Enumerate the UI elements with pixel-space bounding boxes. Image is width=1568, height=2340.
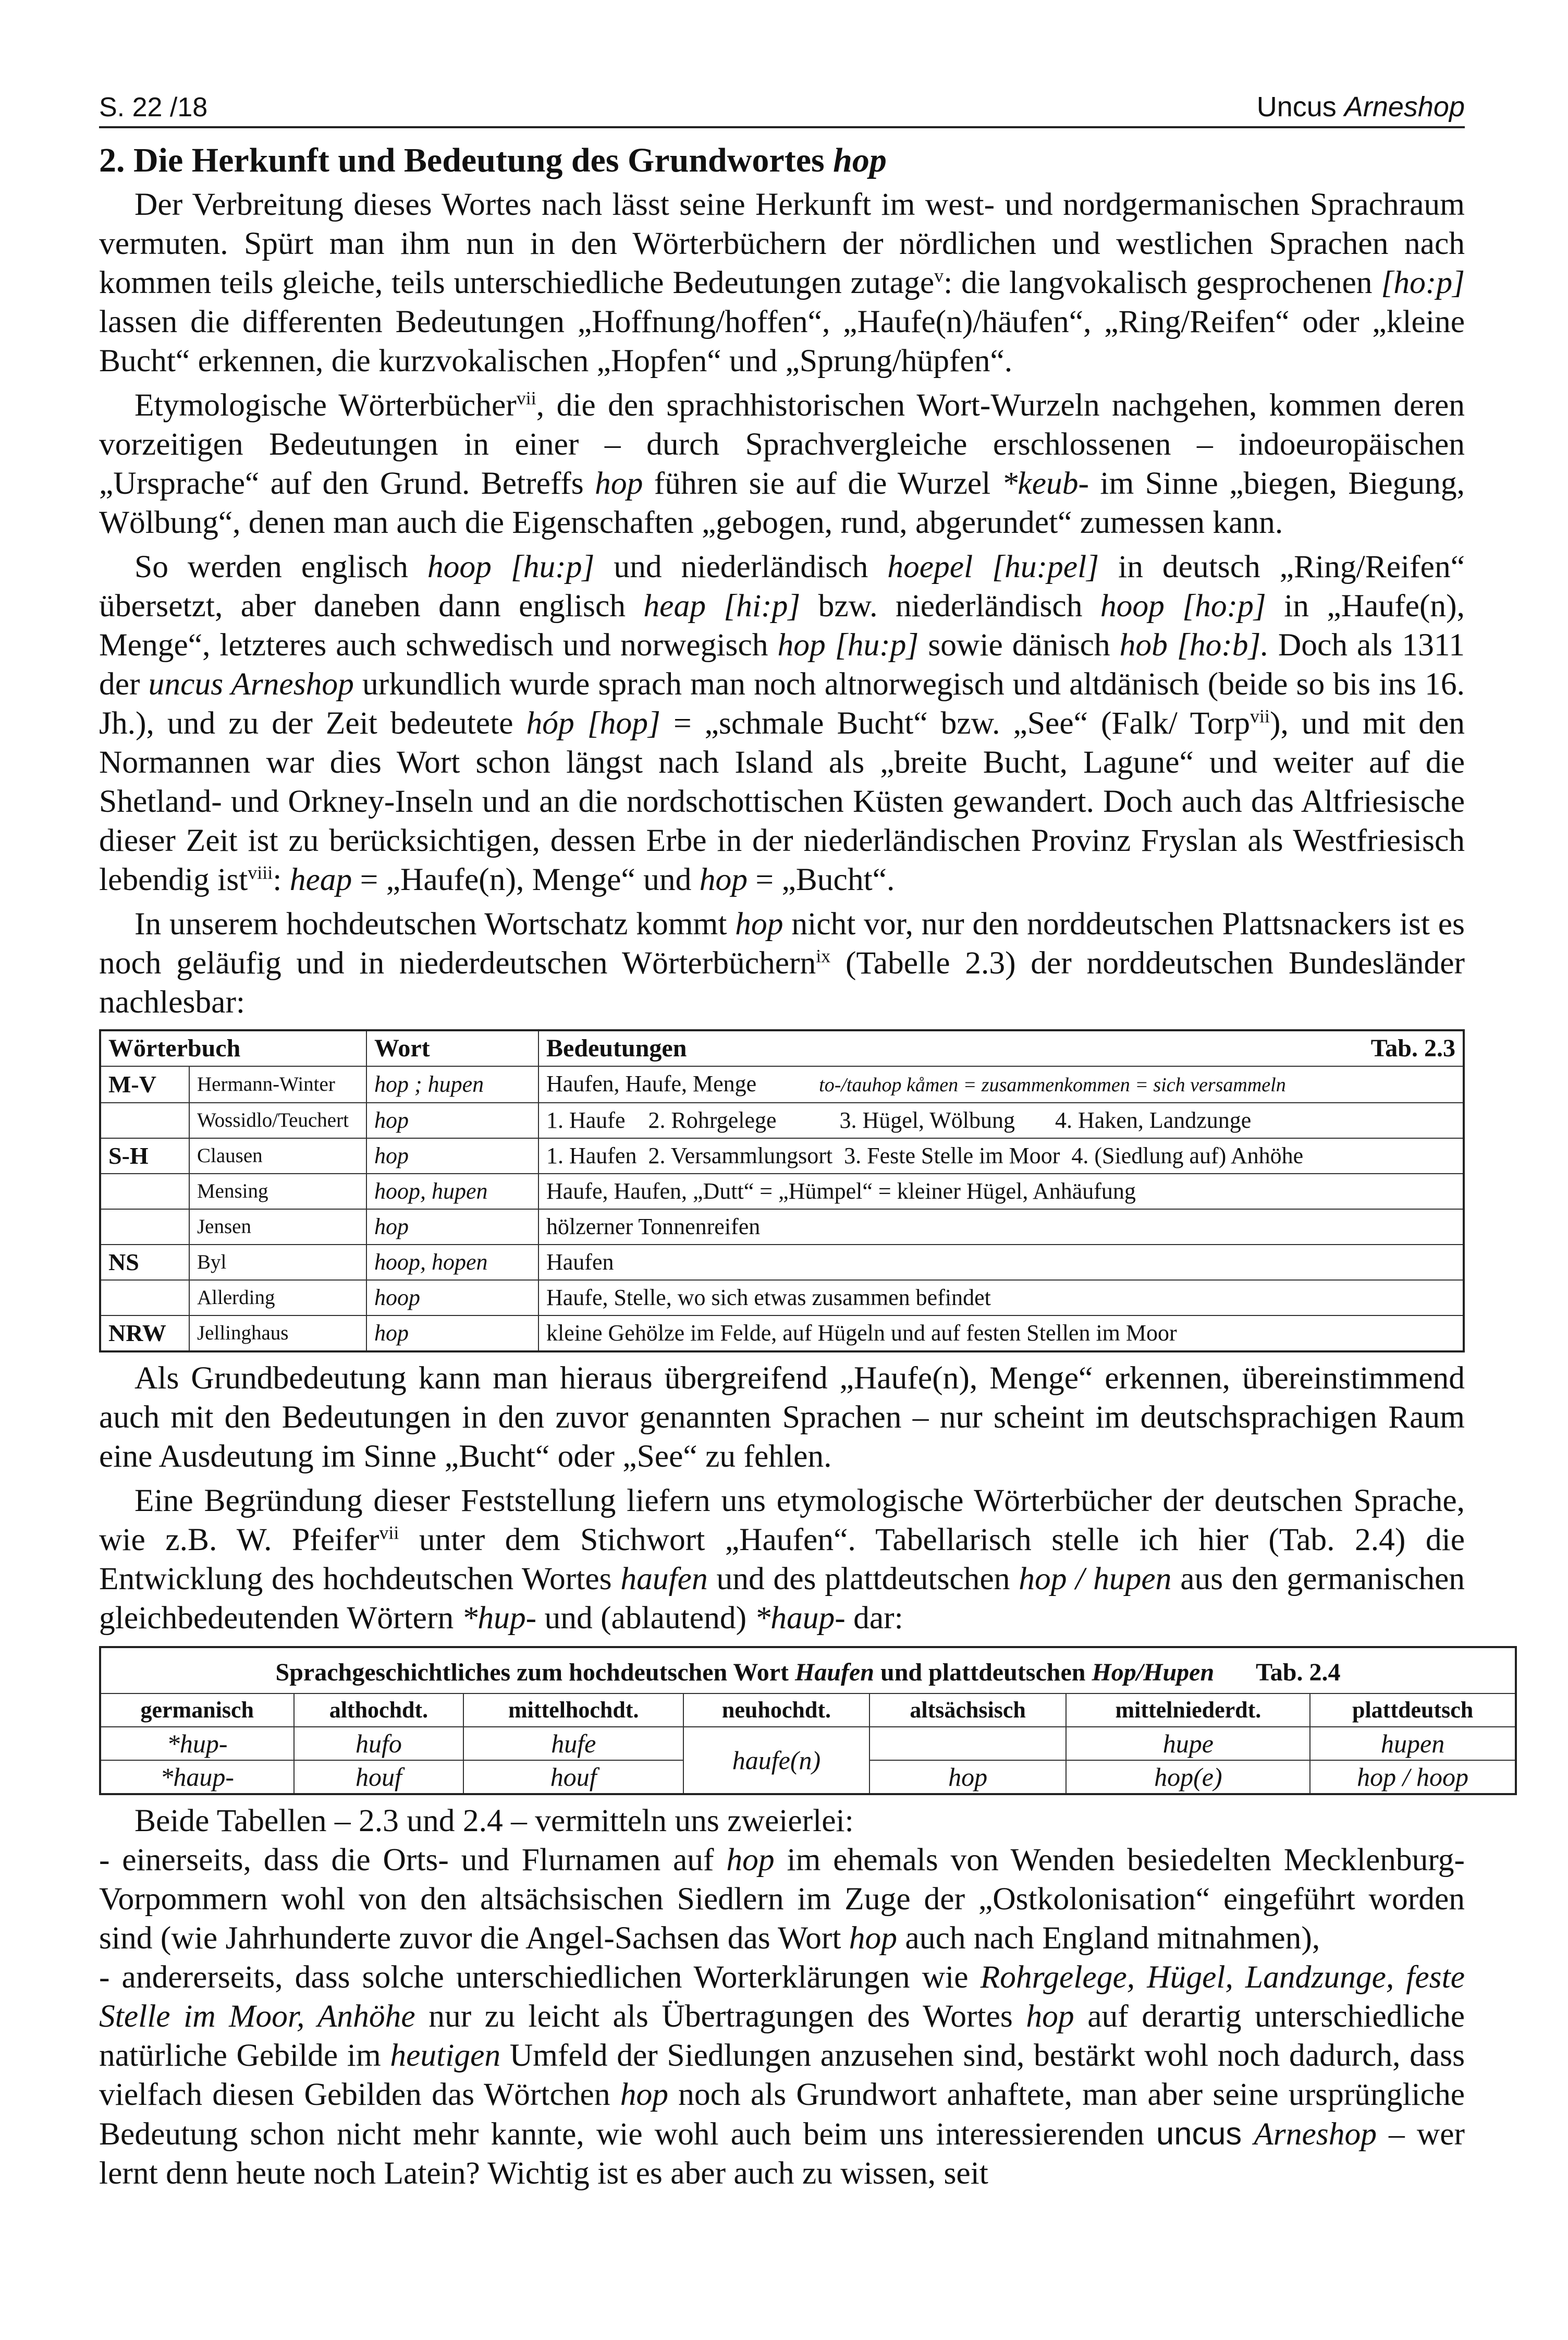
word-cell: hop bbox=[366, 1103, 538, 1138]
p6-text-f: aus den germanischen gleichbedeutenden Wörtern bbox=[99, 1561, 1465, 1636]
meaning-note: to-/tauhop kåmen = zusammenkommen = sich versammeln bbox=[819, 1074, 1286, 1096]
p7-c6: heutigen bbox=[390, 2037, 501, 2073]
footnote-ref: vii bbox=[1250, 705, 1270, 727]
table-header-row bbox=[100, 1030, 1464, 1066]
p6-text-d: und des plattdeutschen bbox=[716, 1561, 1010, 1596]
table-row bbox=[100, 1066, 1464, 1103]
author-cell: Wossidlo/Teuchert bbox=[189, 1103, 366, 1138]
col-header: altsächsisch bbox=[869, 1693, 1067, 1727]
word-cell: hop ; hupen bbox=[366, 1066, 538, 1103]
p7-c5: auf derartig unterschiedliche natürliche Gebilde im bbox=[99, 1998, 1465, 2073]
col-header: germanisch bbox=[100, 1693, 294, 1727]
page-number: S. 22 /18 bbox=[99, 92, 208, 123]
table-cell: *haup- bbox=[100, 1760, 294, 1794]
meaning-text: Haufen, Haufe, Menge bbox=[546, 1070, 757, 1096]
region-cell bbox=[100, 1174, 189, 1209]
paragraph-5: Als Grundbedeutung kann man hieraus übergreifend „Haufe(n), Menge“ erkennen, übereinstimmend auch mit den Bedeutungen in den zuvor genannten Sprachen – nur scheint im deutschsprachigen Raum eine Ausdeutung im Sinne „Bucht“ oder „See“ zu fehlen. bbox=[99, 1360, 1465, 1474]
author-cell: Mensing bbox=[189, 1174, 366, 1209]
p6-word-haufen: haufen bbox=[620, 1561, 708, 1596]
table-cell: hufe bbox=[463, 1727, 683, 1760]
meaning-cell: hölzerner Tonnenreifen bbox=[538, 1209, 1464, 1245]
table-cell: haufe(n) bbox=[683, 1727, 869, 1794]
col-header: neuhochdt. bbox=[683, 1693, 869, 1727]
table-caption bbox=[100, 1647, 1516, 1693]
p3-s20: heap bbox=[289, 861, 352, 897]
p3-s9: in „Haufe(n), Menge“, letzteres auch schwedisch und norwegisch bbox=[99, 588, 1465, 663]
meaning-cell: 1. Haufen 2. Versammlungsort 3. Feste Stelle im Moor 4. (Siedlung auf) Anhöhe bbox=[538, 1138, 1464, 1174]
p3-s13: Doch als 1311 der bbox=[99, 627, 1465, 702]
p3-s7: bzw. niederländisch bbox=[818, 588, 1083, 624]
meaning-cell: Haufe, Stelle, wo sich etwas zusammen befindet bbox=[538, 1280, 1464, 1315]
word-cell: hoop bbox=[366, 1280, 538, 1315]
col-header: althochdt. bbox=[294, 1693, 464, 1727]
table-2-3 bbox=[99, 1029, 1465, 1352]
p3-s15: urkundlich wurde sprach man noch altnorwegisch und altdänisch (beide so bis ins 16. Jh.), und zu der Zeit bedeutete bbox=[99, 666, 1465, 741]
p4-text-a: In unserem hochdeutschen Wortschatz kommt bbox=[134, 906, 727, 942]
meaning-cell: Haufe, Haufen, „Dutt“ = „Hümpel“ = kleiner Hügel, Anhäufung bbox=[538, 1174, 1464, 1209]
author-cell: Jellinghaus bbox=[189, 1315, 366, 1351]
col-header: mittelniederdt. bbox=[1066, 1693, 1310, 1727]
p7-c1: - andererseits, dass solche unterschiedlichen Worterklärungen wie bbox=[99, 1959, 969, 1995]
heading-text: 2. Die Herkunft und Bedeutung des Grundwortes bbox=[99, 141, 825, 179]
region-cell: S-H bbox=[100, 1138, 189, 1174]
table-cell: *hup- bbox=[100, 1727, 294, 1760]
author-cell: Clausen bbox=[189, 1138, 366, 1174]
table-row bbox=[100, 1209, 1464, 1245]
region-cell bbox=[100, 1103, 189, 1138]
meaning-cell: 1. Haufe 2. Rohrgelege 3. Hügel, Wölbung 4. Haken, Landzunge bbox=[538, 1103, 1464, 1138]
table-row bbox=[100, 1315, 1464, 1351]
footnote-ref: vii bbox=[516, 387, 536, 409]
region-cell bbox=[100, 1280, 189, 1315]
p3-s12: hob [ho:b]. bbox=[1119, 627, 1269, 663]
table-cell: hop / hoop bbox=[1310, 1760, 1516, 1794]
paragraph-2 bbox=[99, 386, 1465, 542]
p1-phonetic: [ho:p] bbox=[1381, 264, 1465, 300]
p6-word-hup: *hup- bbox=[461, 1600, 537, 1636]
footnote-ref: v bbox=[934, 265, 944, 286]
p7-b1: - einerseits, dass die Orts- und Flurnamen auf bbox=[99, 1842, 714, 1878]
p1-text-a: Der Verbreitung dieses Wortes nach lässt seine Herkunft im west- und nordgermanischen Sprachraum vermuten. Spürt man ihm nun in den Wörterbüchern der nördlichen und westlichen Sprachen nach kommen teils gleiche, teils unterschiedliche Bedeutungen zutage bbox=[99, 186, 1465, 300]
table-cell: houf bbox=[463, 1760, 683, 1794]
p3-s18: ), und mit den Normannen war dies Wort schon längst nach Island als „breite Bucht, Lagune“ und weiter auf die Shetland- und Orkney-Inseln und an die nordschottischen Küsten gewandert. Doch auch das Altfriesische dieser Zeit ist zu berücksichtigen, dessen Erbe in der niederländischen Provinz Fryslan als Westfriesisch lebendig ist bbox=[99, 705, 1465, 897]
running-title-arneshop: Arneshop bbox=[1344, 91, 1465, 123]
word-cell: hop bbox=[366, 1138, 538, 1174]
table-label: Tab. 2.4 bbox=[1256, 1658, 1341, 1686]
p6-text-j: dar: bbox=[853, 1600, 903, 1636]
p3-s14: uncus Arneshop bbox=[148, 666, 354, 702]
p7-b3: im ehemals von Wenden besiedelten Mecklenburg-Vorpommern wohl von den altsächsischen Siedlern im Zuge der „Ostkolonisation“ eingeführt worden sind (wie Jahrhunderte zuvor die Angel-Sachsen das Wort bbox=[99, 1842, 1465, 1956]
p6-text-a: Eine Begründung dieser Feststellung liefern uns etymologische Wörterbücher der deutschen Sprache, wie z.B. W. Pfeifer bbox=[99, 1482, 1465, 1557]
p7-c4: hop bbox=[1026, 1998, 1074, 2034]
running-title bbox=[1257, 91, 1465, 123]
meaning-cell bbox=[538, 1066, 1464, 1103]
footnote-ref: vii bbox=[379, 1522, 399, 1543]
p3-s6: heap [hi:p] bbox=[643, 588, 801, 624]
paragraph-4 bbox=[99, 905, 1465, 1022]
paragraph-1 bbox=[99, 185, 1465, 381]
table-row bbox=[100, 1138, 1464, 1174]
p1-text-d: lassen die differenten Bedeutungen „Hoffnung/hoffen“, „Haufe(n)/häufen“, „Ring/Reifen“ oder „kleine Bucht“ erkennen, die kurzvokalischen „Hopfen“ und „Sprung/hüpfen“. bbox=[99, 303, 1465, 379]
p3-s16: hóp [hop] bbox=[526, 705, 660, 741]
p2-root: *keub- bbox=[1001, 465, 1089, 501]
p7-b5: auch nach England mitnahmen), bbox=[905, 1920, 1320, 1956]
p6-text-h: und (ablautend) bbox=[544, 1600, 747, 1636]
p3-s1: So werden englisch bbox=[134, 549, 408, 584]
p6-word-hop-hupen: hop / hupen bbox=[1019, 1561, 1172, 1596]
p4-text-d: (Tabelle 2.3) der norddeutschen Bundesländer nachlesbar: bbox=[99, 945, 1465, 1020]
author-cell: Jensen bbox=[189, 1209, 366, 1245]
footnote-ref: ix bbox=[816, 945, 831, 967]
p3-s3: und niederländisch bbox=[614, 549, 868, 584]
p7-c10: uncus bbox=[1156, 2115, 1242, 2152]
p7-b2: hop bbox=[726, 1842, 775, 1878]
table-cell: hop bbox=[869, 1760, 1067, 1794]
author-cell: Hermann-Winter bbox=[189, 1066, 366, 1103]
table-header-row bbox=[100, 1693, 1516, 1727]
meaning-cell: Haufen bbox=[538, 1245, 1464, 1280]
p2-text-a: Etymologische Wörterbücher bbox=[134, 387, 517, 423]
table-cell bbox=[869, 1727, 1067, 1760]
heading-word: hop bbox=[833, 141, 887, 179]
footnote-ref: viii bbox=[248, 862, 273, 883]
p6-text-b: unter dem Stichwort „Haufen“. Tabellarisch stelle ich hier (Tab. 2.4) die Entwicklung des hochdeutschen Wortes bbox=[99, 1521, 1465, 1596]
paragraph-7-point-2 bbox=[99, 1958, 1465, 2193]
p3-s11: sowie dänisch bbox=[928, 627, 1110, 663]
caption-text-a: Sprachgeschichtliches zum hochdeutschen Wort bbox=[275, 1658, 789, 1686]
document-page bbox=[99, 89, 1474, 2193]
table-row bbox=[100, 1245, 1464, 1280]
p2-text-b: , die den sprachhistorischen Wort-Wurzeln nachgehen, kommen deren vorzeitigen Bedeutungen in einer – durch Sprachvergleiche erschlossenen – indoeuropäischen „Ursprache“ auf den Grund. Betreffs bbox=[99, 387, 1465, 501]
col-header-meanings bbox=[538, 1030, 1464, 1066]
table-cell: hupe bbox=[1066, 1727, 1310, 1760]
p7-b4: hop bbox=[849, 1920, 898, 1956]
p3-s10: hop [hu:p] bbox=[777, 627, 919, 663]
p3-s8: hoop [ho:p] bbox=[1100, 588, 1266, 624]
table-row bbox=[100, 1280, 1464, 1315]
meanings-label: Bedeutungen bbox=[546, 1034, 687, 1062]
col-header-word: Wort bbox=[366, 1030, 538, 1066]
col-header-dictionary: Wörterbuch bbox=[100, 1030, 366, 1066]
caption-word-hop-hupen: Hop/Hupen bbox=[1092, 1658, 1215, 1686]
col-header: plattdeutsch bbox=[1310, 1693, 1516, 1727]
running-title-uncus: Uncus bbox=[1256, 91, 1337, 123]
p3-s23: = „Bucht“. bbox=[755, 861, 895, 897]
p7-c11: Arneshop bbox=[1254, 2116, 1377, 2152]
p1-text-b: : die langvokalisch gesprochenen bbox=[944, 264, 1373, 300]
region-cell bbox=[100, 1209, 189, 1245]
p4-word-hop: hop bbox=[735, 906, 783, 942]
region-cell: M-V bbox=[100, 1066, 189, 1103]
table-cell: hop(e) bbox=[1066, 1760, 1310, 1794]
p7-c8: hop bbox=[620, 2076, 668, 2112]
p7-c9: noch als Grundwort anhaftete, man aber seine ursprüngliche Bedeutung schon nicht mehr kannte, wie wohl auch beim uns interessierenden bbox=[99, 2076, 1465, 2152]
table-cell: houf bbox=[294, 1760, 464, 1794]
word-cell: hop bbox=[366, 1315, 538, 1351]
p3-s22: hop bbox=[699, 861, 748, 897]
table-row bbox=[100, 1727, 1516, 1760]
section-heading bbox=[99, 142, 1465, 180]
word-cell: hoop, hopen bbox=[366, 1245, 538, 1280]
table-row bbox=[100, 1174, 1464, 1209]
table-label: Tab. 2.3 bbox=[1370, 1034, 1455, 1062]
p4-text-c: nicht vor, nur den norddeutschen Plattsnackers ist es noch geläufig und in niederdeutschen Wörterbüchern bbox=[99, 906, 1465, 981]
p7-c2: Rohrgelege, Hügel, Landzunge, feste Stelle im Moor, Anhöhe bbox=[99, 1959, 1465, 2034]
table-row bbox=[100, 1103, 1464, 1138]
paragraph-6 bbox=[99, 1481, 1465, 1638]
p2-word-hop: hop bbox=[595, 465, 643, 501]
p3-s5: in deutsch „Ring/Reifen“ übersetzt, aber daneben dann englisch bbox=[99, 549, 1465, 624]
caption-text-c: und plattdeutschen bbox=[880, 1658, 1086, 1686]
table-caption-row bbox=[100, 1647, 1516, 1693]
author-cell: Allerding bbox=[189, 1280, 366, 1315]
p7-c7: Umfeld der Siedlungen anzusehen sind, bestärkt wohl noch dadurch, dass vielfach diesen Gebilden das Wörtchen bbox=[99, 2037, 1465, 2112]
col-header: mittelhochdt. bbox=[463, 1693, 683, 1727]
caption-word-haufen: Haufen bbox=[794, 1658, 874, 1686]
p3-s4: hoepel [hu:pel] bbox=[887, 549, 1099, 584]
word-cell: hoop, hupen bbox=[366, 1174, 538, 1209]
p2-text-d: führen sie auf die Wurzel bbox=[654, 465, 991, 501]
p7-c12: – wer lernt denn heute noch Latein? Wichtig ist es aber auch zu wissen, seit bbox=[99, 2116, 1465, 2191]
p7-c3: nur zu leicht als Übertragungen des Wortes bbox=[428, 1998, 1013, 2034]
p6-word-haup: *haup- bbox=[754, 1600, 846, 1636]
table-cell: hupen bbox=[1310, 1727, 1516, 1760]
paragraph-7-intro: Beide Tabellen – 2.3 und 2.4 – vermitteln uns zweierlei: bbox=[134, 1802, 854, 1838]
p2-text-f: im Sinne „biegen, Biegung, Wölbung“, denen man auch die Eigenschaften „gebogen, rund, abgerundet“ zumessen kann. bbox=[99, 465, 1465, 540]
page-header bbox=[99, 89, 1465, 128]
author-cell: Byl bbox=[189, 1245, 366, 1280]
meaning-cell: kleine Gehölze im Felde, auf Hügeln und auf festen Stellen im Moor bbox=[538, 1315, 1464, 1351]
paragraph-7-point-1 bbox=[99, 1841, 1465, 1958]
table-cell: hufo bbox=[294, 1727, 464, 1760]
p3-s21: = „Haufe(n), Menge“ und bbox=[360, 861, 692, 897]
paragraph-3 bbox=[99, 547, 1465, 899]
region-cell: NRW bbox=[100, 1315, 189, 1351]
p3-s17: = „schmale Bucht“ bzw. „See“ (Falk/ Torp bbox=[673, 705, 1251, 741]
word-cell: hop bbox=[366, 1209, 538, 1245]
p3-s2: hoop [hu:p] bbox=[427, 549, 595, 584]
table-2-4 bbox=[99, 1646, 1517, 1795]
region-cell: NS bbox=[100, 1245, 189, 1280]
p3-s19: : bbox=[273, 861, 282, 897]
